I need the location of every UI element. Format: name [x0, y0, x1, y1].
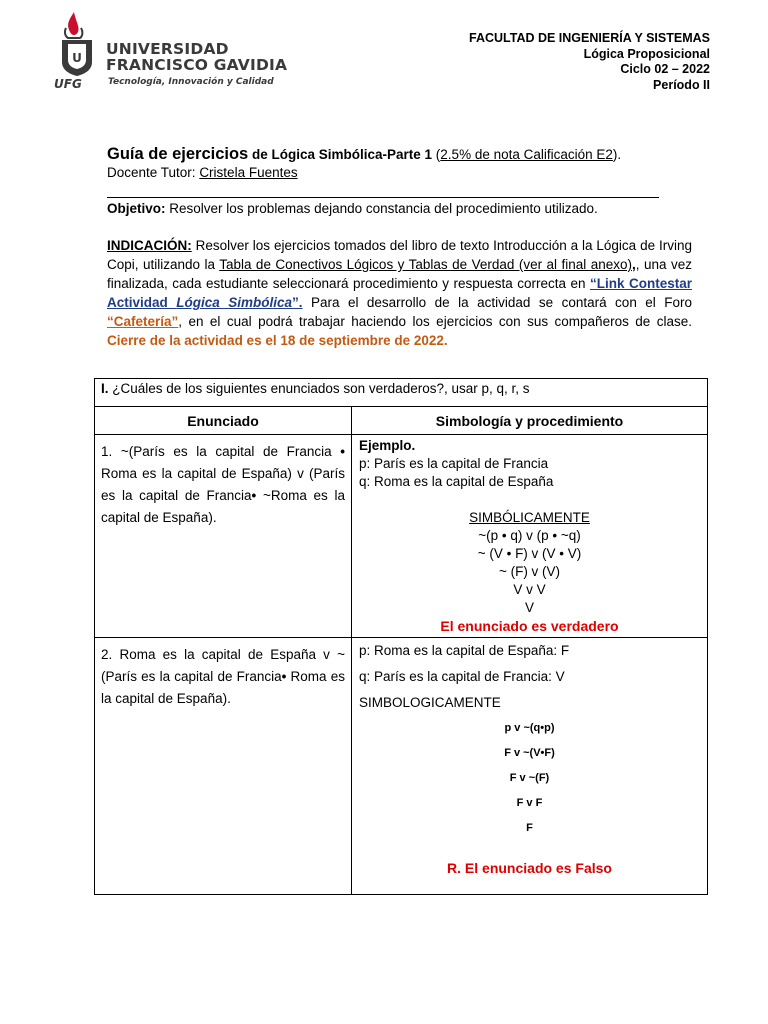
step-1: ~(p • q) v (p • ~q)	[478, 528, 581, 543]
proposition-p: p: Roma es la capital de España: F	[359, 643, 570, 658]
deadline-text: Cierre de la actividad es el 18 de septiembre de 2022.	[107, 333, 448, 348]
column-header-enunciado: Enunciado	[95, 407, 352, 435]
symbolic-title: SIMBÓLICAMENTE	[469, 510, 590, 525]
step-4: V v V	[513, 582, 546, 597]
result-text: R. El enunciado es Falso	[447, 860, 612, 876]
divider	[107, 197, 659, 198]
step-2: F v ~(V•F)	[504, 747, 555, 759]
proposition-q: q: París es la capital de Francia: V	[359, 669, 565, 684]
instructions: INDICACIÓN: Resolver los ejercicios tomados del libro de texto Introducción a la Lógica de Irving Copi, utilizando la Tabla de Conectivos Lógicos y Tablas de Verdad (ver al final anexo),, una vez finalizada, cada estudiante seleccionará procedimiento y respuesta correcta en “Link Contestar Actividad Lógica Simbólica”. Para el desarrollo de la actividad se contará con el Foro “Cafetería”, en el cual podrá trabajar haciendo los ejercicios con sus compañeros de clase. Cierre de la actividad es el 18 de septiembre de 2022.	[107, 238, 693, 348]
procedure-cell-2	[352, 638, 708, 895]
tutor-line: Docente Tutor: Cristela Fuentes	[107, 165, 298, 180]
statement-cell-2: 2. Roma es la capital de España v ~(París es la capital de Francia• Roma es la capital de España).	[95, 638, 352, 895]
instructions-label: INDICACIÓN:	[107, 238, 192, 253]
table-row	[95, 435, 708, 638]
example-label: Ejemplo.	[359, 438, 416, 453]
activity-link[interactable]: “Link Contestar Actividad Lógica Simbólica”.	[107, 276, 692, 310]
step-1: p v ~(q•p)	[504, 722, 555, 734]
question-row	[95, 379, 708, 407]
table-reference: Tabla de Conectivos Lógicos y Tablas de Verdad (ver al final anexo)	[219, 257, 633, 272]
cycle: Ciclo 02 – 2022	[620, 62, 710, 76]
step-2: ~ (V • F) v (V • V)	[477, 546, 582, 561]
step-5: F	[526, 822, 533, 834]
faculty-name: FACULTAD DE INGENIERÍA Y SISTEMAS	[469, 31, 710, 45]
subject-name: Lógica Proposicional	[583, 46, 710, 61]
exercise-table	[94, 378, 708, 895]
step-3: ~ (F) v (V)	[498, 564, 561, 579]
university-name-line1: UNIVERSIDAD	[106, 40, 229, 58]
tutor-name: Cristela Fuentes	[199, 165, 298, 180]
grade-weight: 2.5% de nota Calificación E2	[440, 147, 613, 162]
symbolic-title: SIMBOLOGICAMENTE	[359, 695, 501, 710]
proposition-p: p: París es la capital de Francia	[359, 456, 549, 471]
column-header-simbologia: Simbología y procedimiento	[352, 407, 708, 435]
statement-cell-1: 1. ~(París es la capital de Francia • Roma es la capital de España) v (París es la capital de Francia• ~Roma es la capital de España).	[95, 435, 352, 638]
university-tagline: Tecnología, Innovación y Calidad	[108, 77, 274, 87]
objective: Objetivo: Resolver los problemas dejando constancia del procedimiento utilizado.	[107, 201, 598, 216]
table-row	[95, 638, 708, 895]
step-3: F v ~(F)	[509, 772, 550, 784]
header-row	[95, 407, 708, 435]
period: Período II	[653, 77, 710, 92]
svg-text:UFG: UFG	[54, 77, 82, 90]
university-name	[106, 41, 287, 73]
step-5: V	[524, 600, 534, 615]
step-4: F v F	[516, 797, 543, 809]
procedure-cell-1	[352, 435, 708, 638]
question-cell: I. ¿Cuáles de los siguientes enunciados son verdaderos?, usar p, q, r, s	[95, 379, 708, 407]
document-title: Guía de ejercicios de Lógica Simbólica-Parte 1 (2.5% de nota Calificación E2).	[107, 145, 622, 163]
university-name-line2: FRANCISCO GAVIDIA	[106, 56, 288, 74]
result-text: El enunciado es verdadero	[440, 618, 619, 634]
proposition-q: q: Roma es la capital de España	[359, 474, 554, 489]
svg-text:U: U	[72, 51, 82, 65]
header-info	[469, 31, 710, 93]
forum-link[interactable]: “Cafetería”	[107, 314, 179, 329]
